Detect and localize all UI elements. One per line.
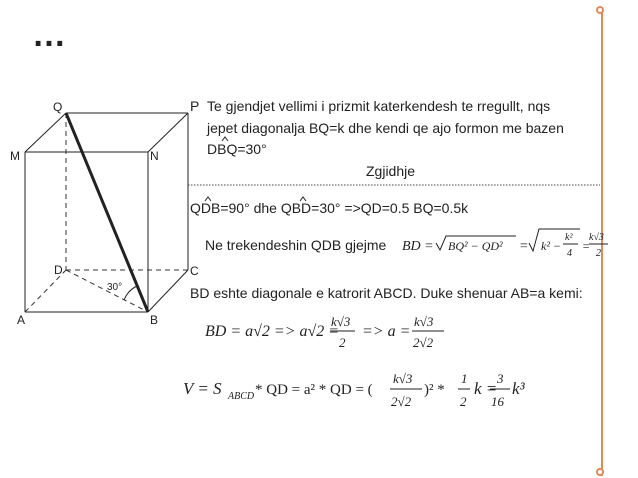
- step2-root2-left: k² −: [541, 239, 562, 253]
- step2-frac-den: 4: [567, 248, 572, 259]
- solution-heading: Zgjidhje: [366, 163, 416, 179]
- angle-arc: [124, 286, 137, 300]
- step2-frac-num: k²: [565, 232, 573, 243]
- step2-lhs: BD =: [402, 239, 434, 254]
- vertex-label-P: P: [190, 98, 200, 114]
- formula2-frac3-num: 3: [497, 371, 504, 386]
- formula1-part1: BD = a√2 => a√2 =: [205, 323, 340, 340]
- problem-line-1: Te gjendjet vellimi i prizmit katerkendesh te rregullt, nqs: [207, 98, 551, 114]
- formula2-subscript: ABCD: [228, 391, 255, 402]
- step3-text: BD eshte diagonale e katrorit ABCD. Duke shenuar AB=a kemi:: [190, 285, 583, 301]
- problem-line-2: jepet diagonalja BQ=k dhe kendi qe ajo formon me bazen: [207, 120, 564, 136]
- vertex-label-N: N: [150, 149, 159, 163]
- vertex-label-C: C: [190, 264, 199, 278]
- step2-result-num: k√3: [589, 232, 604, 243]
- step-1: [190, 197, 469, 216]
- step-2: [205, 229, 608, 259]
- step2-eq: =: [519, 239, 529, 254]
- formula-1: [205, 314, 444, 350]
- formula2-frac2-den: 2: [460, 394, 467, 409]
- edge-QM: [25, 113, 66, 152]
- formula2-frac1-den: 2√2: [391, 394, 412, 409]
- step2-root1: BQ² − QD²: [448, 239, 503, 253]
- formula1-frac2-den: 2√2: [413, 335, 434, 350]
- edge-BC: [148, 270, 188, 312]
- formula2-frac2-num: 1: [461, 371, 468, 386]
- formula1-frac1-den: 2: [339, 335, 346, 350]
- formula2-k-eq: k =: [474, 379, 498, 398]
- formula2-frac1-num: k√3: [393, 371, 413, 386]
- step2-eq-2: =: [582, 239, 591, 253]
- formula-2: [183, 371, 526, 409]
- problem-line-3: DBQ=30°: [207, 141, 267, 157]
- vertex-label-Q: Q: [53, 100, 63, 114]
- formula2-mid: * QD = a² * QD = (: [255, 382, 373, 398]
- step-3: [190, 285, 583, 301]
- vertex-label-B: B: [150, 313, 159, 327]
- formula2-frac3-den: 16: [491, 394, 504, 409]
- problem-statement: [188, 98, 600, 185]
- slide-title: …: [32, 16, 67, 54]
- formula2-square: )² *: [424, 382, 445, 398]
- step1-text: QDB=90° dhe QBD=30° =>QD=0.5 BQ=0.5k: [190, 200, 469, 216]
- formula2-lhs: V = S: [183, 379, 222, 398]
- step2-result-den: 2: [596, 248, 601, 259]
- vertex-label-A: A: [17, 313, 26, 327]
- formula1-frac1-num: k√3: [331, 314, 351, 329]
- angle-label: 30°: [107, 282, 123, 293]
- prism-figure: [10, 100, 199, 327]
- formula1-part2: => a =: [362, 323, 411, 340]
- step2-text: Ne trekendeshin QDB gjejme: [205, 237, 387, 253]
- formula2-k-cube: k³: [512, 379, 525, 398]
- edge-PN: [148, 113, 188, 152]
- vertex-label-M: M: [10, 149, 20, 163]
- vertex-label-D: D: [54, 263, 63, 277]
- formula1-frac2-num: k√3: [414, 314, 434, 329]
